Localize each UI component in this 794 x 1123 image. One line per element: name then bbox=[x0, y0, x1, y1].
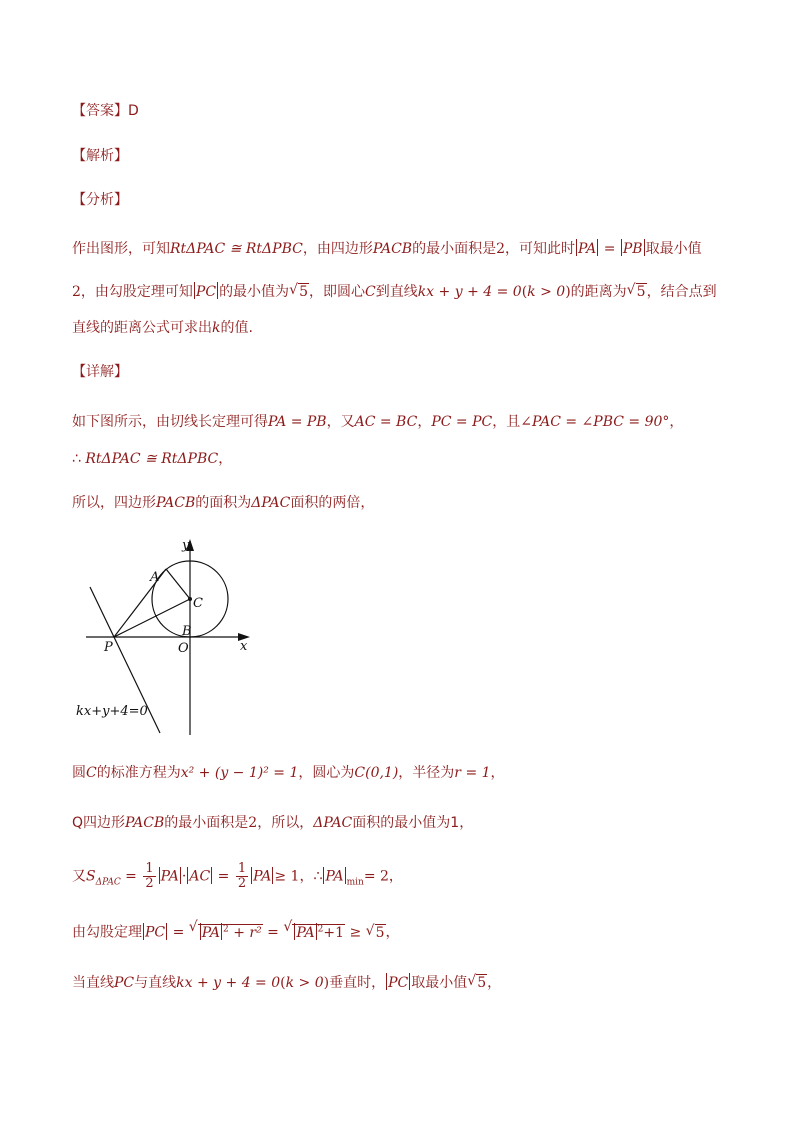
detail-line-1: 如下图所示，由切线长定理可得PA = PB，又AC = BC，PC = PC，且∠PAC = ∠PBC = 90°， bbox=[72, 414, 684, 430]
label-o: O bbox=[178, 641, 189, 656]
detail-line-4: 圆C的标准方程为x² + (y − 1)² = 1，圆心为C(0,1)，半径为r = 1， bbox=[72, 765, 505, 781]
detail-line-6: 又$S_{\Delta PAC}$ = $\frac{1}{2}$ PA · AC = $\frac{1}{2}$ PA ≥ 1，∴ PA $_{min}$= 2， bbox=[72, 861, 403, 891]
detail-line-5: Q四边形PACB的最小面积是2，所以，ΔPAC面积的最小值为1， bbox=[72, 815, 474, 831]
fenxi-heading: 【分析】 bbox=[72, 192, 128, 208]
detail-line-3: 所以，四边形PACB的面积为ΔPAC面积的两倍， bbox=[72, 495, 375, 511]
answer-label: 【答案】 bbox=[72, 103, 128, 119]
analysis-line-1: 作出图形，可知RtΔPAC ≅ RtΔPBC，由四边形PACB的最小面积是2，可知此时 PA = PB 取最小值 bbox=[72, 241, 702, 257]
answer-line bbox=[72, 101, 139, 121]
detail-line-2: ∴ RtΔPAC ≅ RtΔPBC， bbox=[72, 451, 233, 467]
detail-line-8: 当直线PC与直线kx + y + 4 = 0(k > 0)垂直时， PC 取最小值√ 5， bbox=[72, 973, 501, 993]
analysis-line-3: 直线的距离公式可求出k的值. bbox=[72, 320, 253, 336]
label-x: x bbox=[240, 639, 248, 654]
analysis-line-2: 2，由勾股定理可知 PC 的最小值为√ 5，即圆心C到直线kx + y + 4 = 0(k > 0)的距离为√ 5，结合点到 bbox=[72, 282, 717, 302]
geometry-diagram bbox=[72, 535, 262, 740]
xiangjie-heading: 【详解】 bbox=[72, 364, 128, 380]
label-c: C bbox=[193, 596, 203, 611]
label-a: A bbox=[150, 570, 160, 585]
center-dot bbox=[188, 597, 192, 601]
answer-value: D bbox=[128, 103, 139, 119]
segment-ac bbox=[166, 569, 190, 599]
label-line-eq: kx+y+4=0 bbox=[76, 704, 148, 719]
label-y: y bbox=[182, 538, 190, 553]
jiexi-heading: 【解析】 bbox=[72, 148, 128, 164]
congruence: RtΔPAC ≅ RtΔPBC bbox=[170, 241, 303, 257]
label-p: P bbox=[104, 640, 113, 655]
detail-line-7: 由勾股定理 PC = √ PA $^2$ + r² = √ PA $^2$+1 ≥ √ 5， bbox=[72, 919, 400, 943]
label-b: B bbox=[182, 624, 192, 639]
